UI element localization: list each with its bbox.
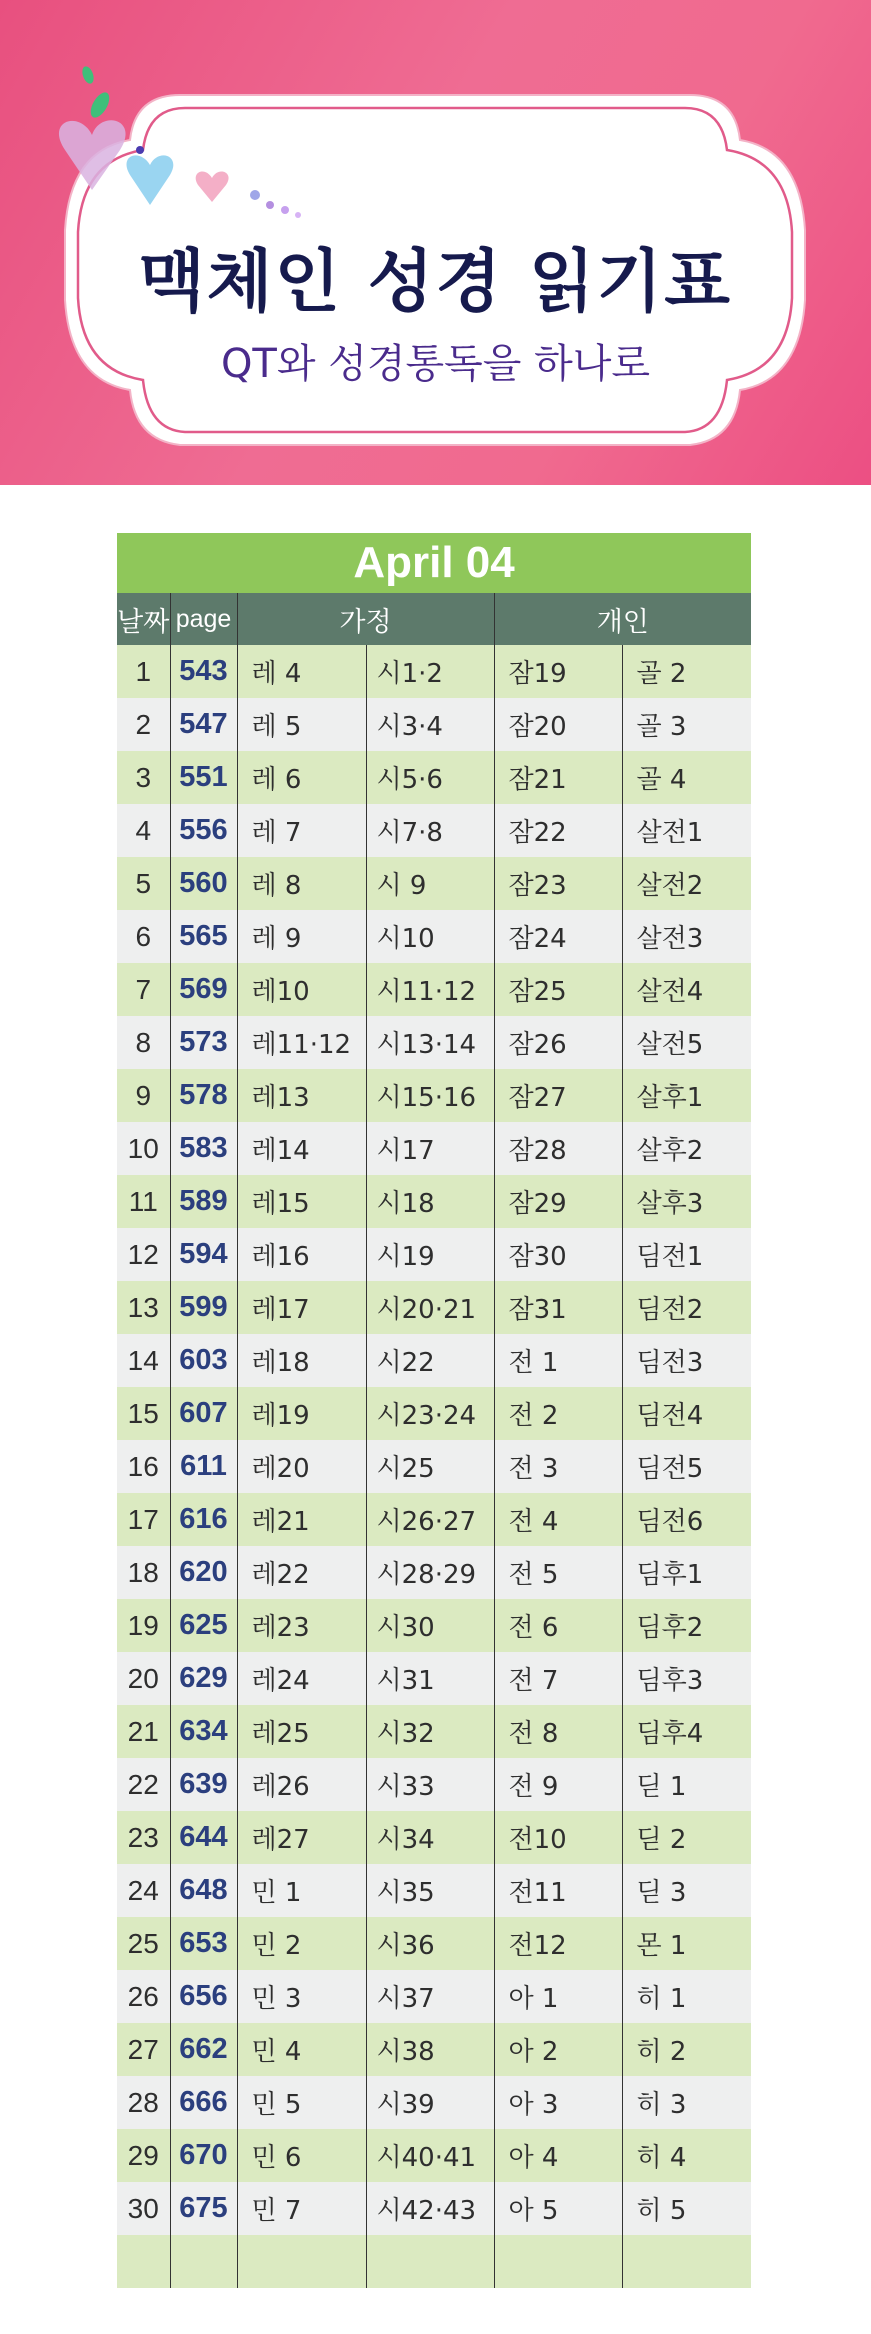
family-reading-1-cell	[237, 2235, 366, 2288]
page-number-cell: 634	[170, 1705, 237, 1758]
personal-reading-2-cell: 살전4	[622, 963, 751, 1016]
day-cell: 12	[117, 1228, 170, 1281]
table-row	[117, 1069, 751, 1122]
day-cell: 3	[117, 751, 170, 804]
personal-reading-1-cell: 전 3	[494, 1440, 622, 1493]
personal-reading-1-cell: 전11	[494, 1864, 622, 1917]
personal-reading-1-cell: 잠29	[494, 1175, 622, 1228]
family-reading-2-cell: 시22	[366, 1334, 494, 1387]
family-reading-2-cell: 시19	[366, 1228, 494, 1281]
family-reading-2-cell: 시28·29	[366, 1546, 494, 1599]
personal-reading-2-cell: 딤후3	[622, 1652, 751, 1705]
day-cell: 20	[117, 1652, 170, 1705]
personal-reading-1-cell: 잠26	[494, 1016, 622, 1069]
family-reading-1-cell: 레 6	[237, 751, 366, 804]
page-number-cell: 625	[170, 1599, 237, 1652]
family-reading-2-cell: 시42·43	[366, 2182, 494, 2235]
family-reading-1-cell: 레20	[237, 1440, 366, 1493]
personal-reading-1-cell: 전12	[494, 1917, 622, 1970]
table-row	[117, 1334, 751, 1387]
family-reading-2-cell: 시25	[366, 1440, 494, 1493]
day-cell: 1	[117, 645, 170, 698]
day-cell: 16	[117, 1440, 170, 1493]
family-reading-2-cell: 시20·21	[366, 1281, 494, 1334]
family-reading-2-cell: 시39	[366, 2076, 494, 2129]
table-row	[117, 1705, 751, 1758]
table-row	[117, 1652, 751, 1705]
day-cell: 27	[117, 2023, 170, 2076]
day-cell: 23	[117, 1811, 170, 1864]
personal-reading-1-cell: 전10	[494, 1811, 622, 1864]
family-reading-2-cell: 시1·2	[366, 645, 494, 698]
table-row	[117, 1228, 751, 1281]
personal-reading-2-cell: 딤후1	[622, 1546, 751, 1599]
family-reading-2-cell: 시7·8	[366, 804, 494, 857]
day-cell: 21	[117, 1705, 170, 1758]
family-reading-2-cell: 시 9	[366, 857, 494, 910]
day-cell: 13	[117, 1281, 170, 1334]
family-reading-1-cell: 레 8	[237, 857, 366, 910]
personal-reading-2-cell: 몬 1	[622, 1917, 751, 1970]
personal-reading-2-cell: 히 2	[622, 2023, 751, 2076]
day-cell	[117, 2235, 170, 2288]
personal-reading-2-cell: 딛 2	[622, 1811, 751, 1864]
family-reading-1-cell: 민 7	[237, 2182, 366, 2235]
family-reading-2-cell: 시40·41	[366, 2129, 494, 2182]
personal-reading-2-cell: 골 2	[622, 645, 751, 698]
column-header-family: 가정	[237, 593, 494, 645]
table-row	[117, 857, 751, 910]
day-cell: 28	[117, 2076, 170, 2129]
personal-reading-1-cell: 전 9	[494, 1758, 622, 1811]
family-reading-1-cell: 레17	[237, 1281, 366, 1334]
personal-reading-2-cell: 살전2	[622, 857, 751, 910]
day-cell: 5	[117, 857, 170, 910]
day-cell: 18	[117, 1546, 170, 1599]
personal-reading-1-cell: 아 3	[494, 2076, 622, 2129]
reading-table	[117, 533, 751, 2288]
family-reading-1-cell: 민 5	[237, 2076, 366, 2129]
day-cell: 17	[117, 1493, 170, 1546]
personal-reading-2-cell: 딤후2	[622, 1599, 751, 1652]
family-reading-1-cell: 민 3	[237, 1970, 366, 2023]
personal-reading-2-cell: 살전3	[622, 910, 751, 963]
family-reading-1-cell: 레13	[237, 1069, 366, 1122]
table-row	[117, 1546, 751, 1599]
personal-reading-1-cell: 잠25	[494, 963, 622, 1016]
personal-reading-2-cell: 딛 1	[622, 1758, 751, 1811]
table-row	[117, 1864, 751, 1917]
column-header-page: page	[170, 593, 237, 645]
family-reading-2-cell: 시32	[366, 1705, 494, 1758]
page-number-cell: 656	[170, 1970, 237, 2023]
day-cell: 14	[117, 1334, 170, 1387]
family-reading-2-cell: 시18	[366, 1175, 494, 1228]
personal-reading-2-cell: 딤전5	[622, 1440, 751, 1493]
family-reading-1-cell: 레10	[237, 963, 366, 1016]
header-banner	[0, 0, 871, 485]
family-reading-1-cell: 민 1	[237, 1864, 366, 1917]
day-cell: 19	[117, 1599, 170, 1652]
family-reading-1-cell: 레19	[237, 1387, 366, 1440]
table-row	[117, 2076, 751, 2129]
page-number-cell: 565	[170, 910, 237, 963]
page-number-cell: 603	[170, 1334, 237, 1387]
family-reading-1-cell: 레25	[237, 1705, 366, 1758]
personal-reading-1-cell: 전 7	[494, 1652, 622, 1705]
table-row	[117, 698, 751, 751]
day-cell: 9	[117, 1069, 170, 1122]
table-row	[117, 1970, 751, 2023]
family-reading-2-cell: 시11·12	[366, 963, 494, 1016]
table-row	[117, 645, 751, 698]
personal-reading-1-cell: 잠28	[494, 1122, 622, 1175]
family-reading-2-cell: 시37	[366, 1970, 494, 2023]
personal-reading-2-cell: 딤전4	[622, 1387, 751, 1440]
page-number-cell	[170, 2235, 237, 2288]
day-cell: 26	[117, 1970, 170, 2023]
page-number-cell: 620	[170, 1546, 237, 1599]
personal-reading-2-cell: 딤후4	[622, 1705, 751, 1758]
family-reading-1-cell: 레 9	[237, 910, 366, 963]
table-row	[117, 1175, 751, 1228]
family-reading-1-cell: 레 4	[237, 645, 366, 698]
page-number-cell: 644	[170, 1811, 237, 1864]
page-number-cell: 599	[170, 1281, 237, 1334]
personal-reading-1-cell: 잠21	[494, 751, 622, 804]
day-cell: 29	[117, 2129, 170, 2182]
table-row	[117, 2182, 751, 2235]
personal-reading-1-cell: 전 8	[494, 1705, 622, 1758]
page-number-cell: 648	[170, 1864, 237, 1917]
day-cell: 30	[117, 2182, 170, 2235]
table-row	[117, 1758, 751, 1811]
page-number-cell: 589	[170, 1175, 237, 1228]
page-number-cell: 547	[170, 698, 237, 751]
page-number-cell: 578	[170, 1069, 237, 1122]
table-row	[117, 910, 751, 963]
family-reading-2-cell: 시5·6	[366, 751, 494, 804]
personal-reading-1-cell: 잠22	[494, 804, 622, 857]
table-row	[117, 1493, 751, 1546]
family-reading-2-cell: 시26·27	[366, 1493, 494, 1546]
family-reading-2-cell: 시30	[366, 1599, 494, 1652]
table-row	[117, 1599, 751, 1652]
page-number-cell: 607	[170, 1387, 237, 1440]
family-reading-1-cell: 민 2	[237, 1917, 366, 1970]
page-subtitle: QT와 성경통독을 하나로	[220, 341, 651, 387]
column-header-day: 날짜	[117, 593, 170, 645]
personal-reading-1-cell: 잠27	[494, 1069, 622, 1122]
table-row	[117, 751, 751, 804]
personal-reading-2-cell: 살후2	[622, 1122, 751, 1175]
personal-reading-1-cell: 아 5	[494, 2182, 622, 2235]
personal-reading-2-cell: 살전5	[622, 1016, 751, 1069]
page-number-cell: 556	[170, 804, 237, 857]
family-reading-1-cell: 레14	[237, 1122, 366, 1175]
table-row	[117, 1440, 751, 1493]
personal-reading-1-cell: 잠31	[494, 1281, 622, 1334]
family-reading-1-cell: 민 4	[237, 2023, 366, 2076]
day-cell: 11	[117, 1175, 170, 1228]
table-row	[117, 1016, 751, 1069]
table-row	[117, 1281, 751, 1334]
family-reading-1-cell: 레26	[237, 1758, 366, 1811]
family-reading-1-cell: 레24	[237, 1652, 366, 1705]
family-reading-2-cell: 시36	[366, 1917, 494, 1970]
table-row	[117, 2023, 751, 2076]
day-cell: 22	[117, 1758, 170, 1811]
day-cell: 25	[117, 1917, 170, 1970]
day-cell: 4	[117, 804, 170, 857]
day-cell: 24	[117, 1864, 170, 1917]
personal-reading-2-cell: 골 3	[622, 698, 751, 751]
family-reading-1-cell: 레 5	[237, 698, 366, 751]
family-reading-1-cell: 레15	[237, 1175, 366, 1228]
personal-reading-1-cell: 전 4	[494, 1493, 622, 1546]
page-number-cell: 670	[170, 2129, 237, 2182]
personal-reading-1-cell: 잠23	[494, 857, 622, 910]
family-reading-2-cell: 시10	[366, 910, 494, 963]
page-number-cell: 551	[170, 751, 237, 804]
personal-reading-1-cell: 잠20	[494, 698, 622, 751]
page-number-cell: 629	[170, 1652, 237, 1705]
family-reading-1-cell: 레27	[237, 1811, 366, 1864]
day-cell: 8	[117, 1016, 170, 1069]
personal-reading-2-cell: 살후1	[622, 1069, 751, 1122]
personal-reading-2-cell: 딤전3	[622, 1334, 751, 1387]
personal-reading-2-cell: 히 5	[622, 2182, 751, 2235]
family-reading-2-cell: 시13·14	[366, 1016, 494, 1069]
table-row	[117, 1917, 751, 1970]
page-number-cell: 543	[170, 645, 237, 698]
page-number-cell: 569	[170, 963, 237, 1016]
family-reading-2-cell: 시31	[366, 1652, 494, 1705]
personal-reading-1-cell: 아 2	[494, 2023, 622, 2076]
family-reading-1-cell: 레18	[237, 1334, 366, 1387]
page-number-cell: 611	[170, 1440, 237, 1493]
family-reading-1-cell: 레16	[237, 1228, 366, 1281]
day-cell: 15	[117, 1387, 170, 1440]
family-reading-2-cell: 시3·4	[366, 698, 494, 751]
table-row	[117, 2129, 751, 2182]
day-cell: 6	[117, 910, 170, 963]
family-reading-1-cell: 레22	[237, 1546, 366, 1599]
family-reading-2-cell	[366, 2235, 494, 2288]
page-number-cell: 653	[170, 1917, 237, 1970]
personal-reading-2-cell: 살후3	[622, 1175, 751, 1228]
personal-reading-1-cell: 전 6	[494, 1599, 622, 1652]
column-header-personal: 개인	[494, 593, 751, 645]
family-reading-2-cell: 시17	[366, 1122, 494, 1175]
page-title: 맥체인 성경 읽기표	[139, 243, 732, 322]
family-reading-2-cell: 시33	[366, 1758, 494, 1811]
family-reading-2-cell: 시23·24	[366, 1387, 494, 1440]
personal-reading-2-cell: 골 4	[622, 751, 751, 804]
page-number-cell: 594	[170, 1228, 237, 1281]
page-number-cell: 616	[170, 1493, 237, 1546]
personal-reading-1-cell: 잠30	[494, 1228, 622, 1281]
table-row	[117, 804, 751, 857]
page-number-cell: 639	[170, 1758, 237, 1811]
page-number-cell: 560	[170, 857, 237, 910]
table-row	[117, 1811, 751, 1864]
personal-reading-1-cell: 전 5	[494, 1546, 622, 1599]
personal-reading-1-cell: 잠24	[494, 910, 622, 963]
personal-reading-2-cell: 딛 3	[622, 1864, 751, 1917]
personal-reading-2-cell: 히 3	[622, 2076, 751, 2129]
table-row	[117, 963, 751, 1016]
personal-reading-2-cell: 딤전2	[622, 1281, 751, 1334]
page-number-cell: 573	[170, 1016, 237, 1069]
family-reading-2-cell: 시34	[366, 1811, 494, 1864]
personal-reading-2-cell: 히 4	[622, 2129, 751, 2182]
family-reading-2-cell: 시15·16	[366, 1069, 494, 1122]
family-reading-1-cell: 레11·12	[237, 1016, 366, 1069]
personal-reading-2-cell: 살전1	[622, 804, 751, 857]
page-number-cell: 675	[170, 2182, 237, 2235]
personal-reading-1-cell: 전 1	[494, 1334, 622, 1387]
day-cell: 10	[117, 1122, 170, 1175]
page-number-cell: 666	[170, 2076, 237, 2129]
family-reading-1-cell: 민 6	[237, 2129, 366, 2182]
page-number-cell: 662	[170, 2023, 237, 2076]
personal-reading-1-cell: 아 4	[494, 2129, 622, 2182]
family-reading-1-cell: 레23	[237, 1599, 366, 1652]
day-cell: 7	[117, 963, 170, 1016]
table-row	[117, 1122, 751, 1175]
page-number-cell: 583	[170, 1122, 237, 1175]
month-header: April 04	[117, 533, 751, 593]
family-reading-2-cell: 시35	[366, 1864, 494, 1917]
family-reading-1-cell: 레 7	[237, 804, 366, 857]
personal-reading-2-cell: 딤전1	[622, 1228, 751, 1281]
personal-reading-1-cell: 잠19	[494, 645, 622, 698]
day-cell: 2	[117, 698, 170, 751]
personal-reading-2-cell: 딤전6	[622, 1493, 751, 1546]
personal-reading-1-cell: 아 1	[494, 1970, 622, 2023]
family-reading-1-cell: 레21	[237, 1493, 366, 1546]
table-row	[117, 2235, 751, 2288]
personal-reading-1-cell	[494, 2235, 622, 2288]
personal-reading-1-cell: 전 2	[494, 1387, 622, 1440]
family-reading-2-cell: 시38	[366, 2023, 494, 2076]
personal-reading-2-cell	[622, 2235, 751, 2288]
table-row	[117, 1387, 751, 1440]
personal-reading-2-cell: 히 1	[622, 1970, 751, 2023]
